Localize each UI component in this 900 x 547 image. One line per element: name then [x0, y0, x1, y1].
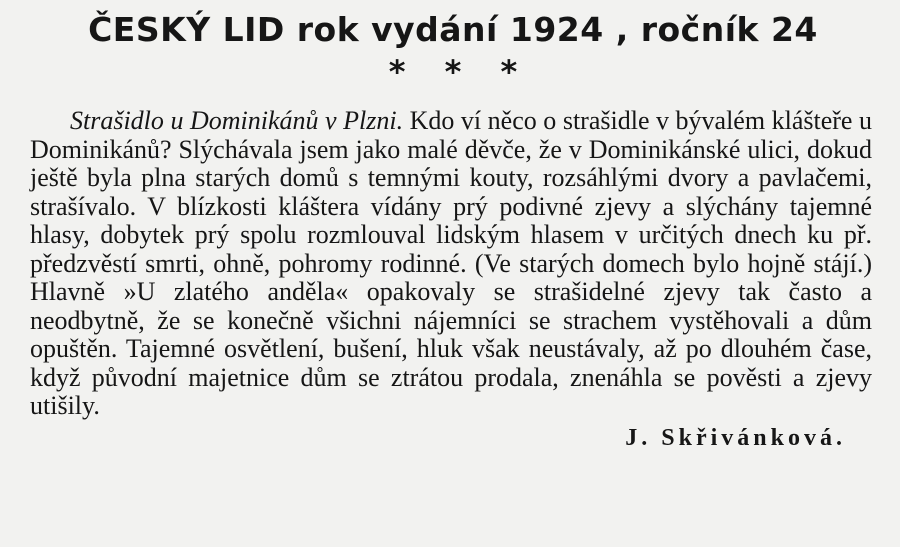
author-signature: J. Skřivánková. — [625, 424, 846, 451]
article-text — [30, 107, 876, 421]
page-header: ČESKÝ LID rok vydání 1924 , ročník 24 — [88, 10, 818, 49]
section-separator: * * * — [388, 53, 532, 91]
article-headline: Strašidlo u Dominikánů v Plzni. — [70, 106, 404, 135]
article-body: Kdo ví něco o strašidle v bývalém klášteře u Dominikánů? Slýchávala jsem jako malé děvče, že v Dominikánské ulici, dokud ještě byla plna starých domů s temnými kouty, rozsáhlými dvory a pavlačemi, strašívalo. V blízkosti kláštera vídány prý podivné zjevy a slýchány tajemné hlasy, dobytek prý spolu rozmlouval lidským hlasem v určitých dnech ku př. předzvěstí smrti, ohně, pohromy rodinné. (Ve starých domech bylo hojně stájí.) Hlavně »U zlatého anděla« opakovaly se strašidelné zjevy tak často a neodbytně, že se konečně všichni nájemníci se strachem vystěhovali a dům opuštěn. Tajemné osvětlení, bušení, hluk však neustávaly, až po dlouhém čase, když původní majetnice dům se ztrátou prodala, znenáhla se pověsti a zjevy utišily. — [30, 106, 872, 420]
